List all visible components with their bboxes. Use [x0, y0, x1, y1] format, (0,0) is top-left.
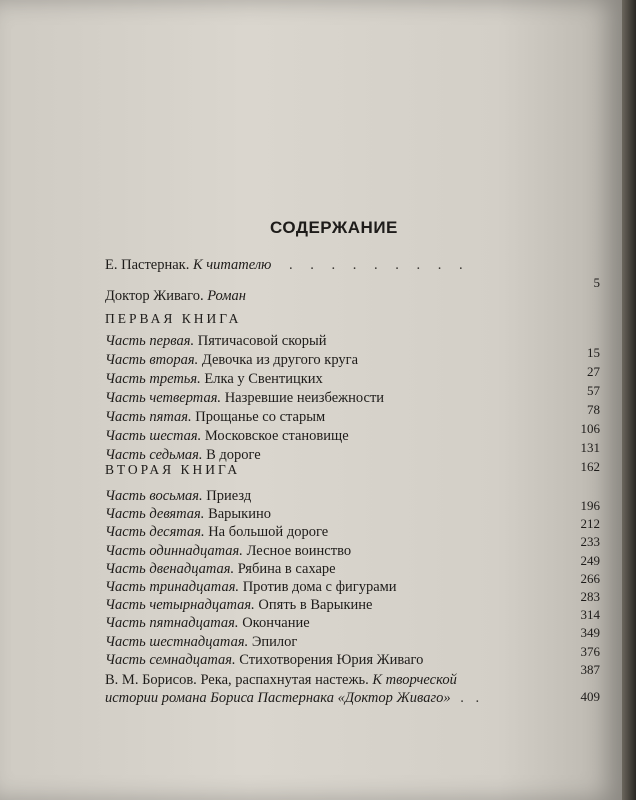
part-page: 78 [587, 402, 600, 417]
table-of-contents [105, 0, 603, 800]
toc-entry-novel [105, 286, 585, 306]
toc-part-entry [105, 426, 585, 446]
part-title: Приезд [206, 488, 252, 504]
part-title: На большой дороге [208, 524, 329, 541]
toc-entry-afterword-line2 [105, 688, 585, 708]
part-page: 106 [580, 421, 600, 436]
part-number: Часть семнадцатая. [105, 651, 236, 668]
toc-part-entry [105, 388, 585, 408]
toc-part-entry [105, 486, 585, 506]
part-number: Часть третья. [105, 371, 201, 387]
entry-author: Е. Пастернак. [105, 257, 190, 273]
entry-title: К читателю [192, 257, 272, 273]
afterword-page: 409 [580, 689, 600, 704]
novel-genre: Роман [207, 288, 246, 304]
toc-entry-intro [105, 255, 585, 275]
part-page: 27 [587, 364, 600, 379]
toc-part-entry [105, 577, 585, 597]
afterword-author: В. М. Борисов. [105, 672, 197, 688]
part-number: Часть пятая. [105, 409, 192, 425]
part-number: Часть пятнадцатая. [105, 615, 239, 632]
part-title: Опять в Варыкине [258, 597, 373, 614]
leader-dots: . . [460, 690, 484, 706]
part-page: 376 [580, 643, 600, 659]
part-number: Часть четвертая. [105, 390, 222, 406]
part-page: 314 [580, 607, 600, 623]
book-spine-edge [622, 0, 636, 800]
part-page: 15 [587, 345, 600, 360]
part-title: Пятичасовой скорый [197, 333, 327, 349]
part-page: 162 [580, 459, 600, 474]
part-title: Прощанье со старым [195, 409, 326, 425]
part-number: Часть одиннадцатая. [105, 542, 243, 559]
book1-label: ПЕРВАЯ КНИГА [105, 311, 242, 326]
toc-part-entry [105, 369, 585, 389]
part-number: Часть шестая. [105, 428, 202, 444]
toc-part-entry [105, 522, 585, 542]
toc-entry-afterword-line1 [105, 670, 585, 690]
toc-part-entry [105, 650, 585, 670]
afterword-subtitle-1: К творческой [372, 672, 457, 688]
part-number: Часть шестнадцатая. [105, 633, 249, 650]
toc-title: СОДЕРЖАНИЕ [270, 218, 398, 237]
book2-label: ВТОРАЯ КНИГА [105, 462, 241, 477]
part-page: 57 [587, 383, 600, 398]
part-title: Московское становище [204, 428, 349, 444]
part-title: Стихотворения Юрия Живаго [239, 651, 424, 668]
toc-part-entry [105, 541, 585, 561]
part-page: 233 [580, 534, 600, 550]
part-title: Окончание [242, 615, 310, 632]
leader-dots: . . . . . . . . . [289, 257, 470, 273]
toc-part-entry [105, 613, 585, 633]
part-page: 212 [580, 516, 600, 532]
part-title: Лесное воинство [246, 542, 352, 559]
part-number: Часть двенадцатая. [105, 560, 235, 577]
part-number: Часть восьмая. [105, 488, 203, 504]
part-page: 283 [580, 589, 600, 604]
toc-part-entry [105, 350, 585, 370]
part-number: Часть десятая. [105, 524, 205, 541]
part-page: 249 [580, 552, 600, 568]
part-page: 387 [580, 661, 600, 677]
toc-part-entry [105, 559, 585, 579]
part-number: Часть девятая. [105, 506, 205, 523]
part-number: Часть тринадцатая. [105, 579, 240, 595]
part-title: Елка у Свентицких [204, 371, 323, 387]
toc-part-entry [105, 407, 585, 427]
part-page: 131 [580, 440, 600, 455]
part-title: Назревшие неизбежности [224, 390, 385, 406]
afterword-title: Река, распахнутая настежь. [200, 672, 369, 688]
toc-part-entry [105, 504, 585, 524]
part-title: Эпилог [251, 633, 298, 650]
part-title: Рябина в сахаре [237, 560, 336, 577]
part-number: Часть вторая. [105, 352, 199, 368]
part-number: Часть седьмая. [105, 447, 203, 463]
novel-title: Доктор Живаго. [105, 288, 204, 304]
entry-page: 5 [593, 275, 600, 290]
part-page: 196 [580, 498, 600, 513]
part-page: 266 [580, 570, 600, 586]
afterword-subtitle-2: истории романа Бориса Пастернака «Доктор Живаго» [105, 690, 451, 706]
part-number: Часть первая. [105, 333, 195, 349]
part-title: Варыкино [208, 506, 271, 523]
part-number: Часть четырнадцатая. [105, 597, 255, 614]
toc-part-entry [105, 632, 585, 652]
toc-part-entry [105, 595, 585, 615]
part-title: Против дома с фигурами [242, 579, 397, 595]
toc-part-entry [105, 331, 585, 351]
part-title: Девочка из другого круга [201, 352, 359, 368]
part-page: 349 [580, 625, 600, 641]
part-title: В дороге [206, 447, 261, 463]
